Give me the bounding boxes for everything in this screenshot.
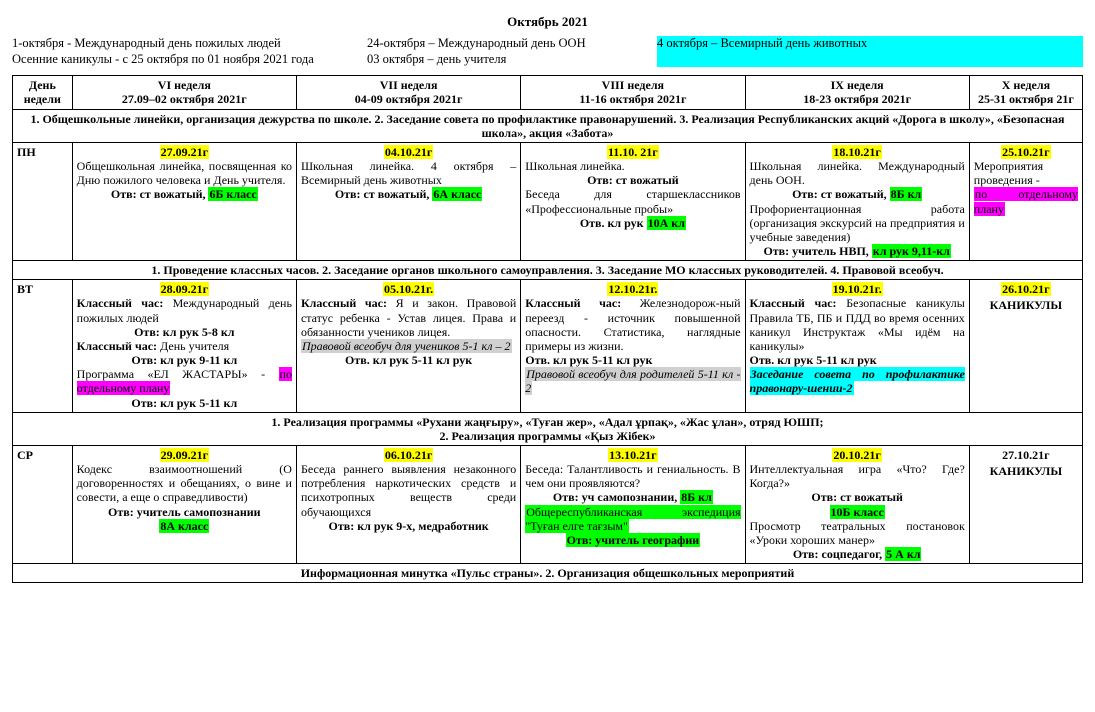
week-dates: 27.09–02 октября 2021г — [121, 92, 247, 107]
cell-responsible-class: 8А класс — [160, 518, 209, 533]
cell-responsible: Отв: учитель самопознании — [108, 504, 261, 519]
header-week-9 — [745, 76, 969, 109]
cell-note-highlight: Общереспубликанская экспедиция "Туған елге тағзым" — [525, 504, 741, 533]
cell-sr-w7 — [296, 446, 520, 564]
cell-vt-w6 — [72, 280, 296, 412]
cell-date: 27.09.21г — [160, 144, 209, 159]
cell-body-2: Беседа для старшеклассников «Профессиональные пробы» — [525, 187, 741, 216]
cell-body: Я и закон. Правовой статус ребенка - Устав лицея. Права и обязанности учеников лицея. — [300, 296, 517, 339]
cell-responsible-2: Отв: учитель НВП, — [763, 243, 869, 258]
cell-note-highlight-2: Отв: учитель географии — [566, 532, 700, 547]
band-row-1 — [13, 109, 1083, 142]
cell-body: Беседа раннего выявления незаконного потребления наркотических средств и психотропных веществ среди обучающихся — [300, 462, 517, 519]
header-week-6 — [72, 76, 296, 109]
cell-vt-w7 — [296, 280, 520, 412]
week-dates: 11-16 октября 2021г — [579, 92, 687, 107]
cell-date: 27.10.21г — [1002, 448, 1050, 462]
cell-label: Классный час: — [300, 296, 387, 311]
band-row-4 — [13, 564, 1083, 583]
cell-responsible-class-2: кл рук 9,11-кл — [872, 243, 950, 258]
cell-responsible: Отв: ст вожатый — [811, 490, 903, 505]
page-title: Октябрь 2021 — [507, 14, 588, 29]
week-title: VII неделя — [379, 78, 438, 93]
cell-responsible-class: 6Б класс — [209, 187, 257, 202]
week-dates: 18-23 октября 2021г — [803, 92, 912, 107]
table-header-row — [13, 76, 1083, 109]
cell-responsible: Отв: ст вожатый, — [110, 187, 206, 202]
cell-responsible-2: Отв: соцпедагог, — [792, 547, 883, 562]
week-title: X неделя — [1001, 78, 1051, 93]
cell-sr-w10 — [969, 446, 1082, 564]
cell-responsible: Отв: ст вожатый, — [334, 187, 430, 202]
band-text-3-line1: 1. Реализация программы «Рухани жаңғыру», «Туған жер», «Адал ұрпақ», «Жас ұлан», отряд ЮШП; — [271, 414, 824, 429]
cell-vt-w9 — [745, 280, 969, 412]
cell-body: Железнодорож-ный переезд - источник повышенной опасности. Статистика, наглядные примеры из жизни. — [525, 296, 741, 353]
cell-responsible-3: Отв: кл рук 5-11 кл — [131, 395, 238, 410]
cell-responsible-class: 10Б класс — [830, 504, 884, 519]
cell-date: 28.09.21г — [160, 282, 209, 297]
cell-responsible-2: Отв: кл рук 9-11 кл — [131, 353, 238, 368]
cell-pn-w10 — [969, 142, 1082, 260]
cell-responsible-class: 10А кл — [647, 215, 685, 230]
cell-sr-w9 — [745, 446, 969, 564]
cell-body-2: День учителя — [157, 338, 230, 353]
day-label-pn: ПН — [13, 142, 73, 260]
header-note-3: 4 октября – Всемирный день животных — [657, 36, 1083, 52]
week-title: VIII неделя — [601, 78, 665, 93]
cell-note-highlight: по отдельному плану — [76, 367, 292, 396]
cell-responsible: Отв. кл рук 5-11 кл рук — [525, 353, 653, 368]
cell-body: Школьная линейка. Международный день ООН. — [749, 159, 965, 188]
header-week-8 — [521, 76, 745, 109]
week-title: VI неделя — [157, 78, 211, 93]
cell-vt-w8 — [521, 280, 745, 412]
cell-body: Беседа: Талантливость и гениальность. В чем они проявляются? — [525, 462, 741, 491]
cell-note-highlight: Правовой всеобуч для родителей 5-11 кл - 2 — [525, 367, 741, 396]
cell-responsible-2: Отв. кл рук — [579, 215, 644, 230]
cell-body: КАНИКУЛЫ — [989, 298, 1063, 313]
header-notes — [12, 36, 1083, 67]
cell-responsible-class-2: 5 А кл — [886, 547, 921, 562]
cell-sr-w8 — [521, 446, 745, 564]
cell-body-3: Программа «ЕЛ ЖАСТАРЫ» - — [76, 367, 266, 382]
cell-vt-w10 — [969, 280, 1082, 412]
cell-body-2: Профориентационная работа (организация экскурсий на предприятия и учебные заведения) — [749, 201, 965, 244]
cell-responsible: Отв: кл рук 5-8 кл — [134, 324, 235, 339]
band-text-2: 1. Проведение классных часов. 2. Заседание органов школьного самоуправления. 3. Заседание МО классных руководителей. 4. Правовой всеобуч. — [13, 261, 1083, 280]
cell-body-2: Просмотр театральных постановок «Уроки хороших манер» — [749, 518, 965, 547]
band-row-2 — [13, 261, 1083, 280]
cell-responsible: Отв: уч самопознании, — [552, 490, 678, 505]
cell-sr-w6 — [72, 446, 296, 564]
cell-body: Международный день пожилых людей — [76, 296, 292, 325]
cell-responsible: Отв: кл рук 9-х, медработник — [328, 518, 489, 533]
cell-date: 18.10.21г — [833, 144, 881, 159]
band-text-1: 1. Общешкольные линейки, организация дежурства по школе. 2. Заседание совета по профилактике правонарушений. 3. Реализация Республиканских акций «Дорога в школу», «Безопасная школа», акция «Забота» — [13, 109, 1083, 142]
header-day: День недели — [13, 76, 73, 109]
cell-responsible-class: 8Б кл — [681, 490, 712, 505]
cell-date: 11.10. 21г — [607, 144, 658, 159]
band-text-3 — [13, 412, 1083, 445]
cell-responsible-class: 6А класс — [433, 187, 482, 202]
header-note-5: 03 октября – день учителя — [367, 51, 507, 66]
cell-date: 06.10.21г — [384, 448, 433, 462]
cell-note-highlight: по отдельному плану — [973, 187, 1078, 216]
cell-body: КАНИКУЛЫ — [989, 464, 1063, 479]
header-note-4: Осенние каникулы - с 25 октября по 01 ноября 2021 года — [12, 51, 314, 66]
cell-body: Кодекс взаимоотношений (О договоренностях и обещаниях, о вине и совести, а еще о справедливости) — [76, 462, 292, 505]
cell-label: Классный час: — [749, 296, 837, 311]
band-text-3-line2: 2. Реализация программы «Қыз Жібек» — [439, 428, 656, 443]
header-week-10 — [969, 76, 1082, 109]
cell-date: 04.10.21г — [384, 144, 433, 159]
cell-responsible: Отв: ст вожатый — [587, 173, 679, 188]
table-row-wednesday — [13, 446, 1083, 564]
cell-date: 29.09.21г — [160, 448, 209, 462]
cell-body: Безопасные каникулы Правила ТБ, ПБ и ПДД во время осенних каникул Инструктаж «Мы идём на каникулы» — [749, 296, 965, 353]
header-note-1: 1-октября - Международный день пожилых людей — [12, 36, 281, 50]
cell-label-2: Классный час: — [76, 338, 158, 353]
cell-note-highlight: Заседание совета по профилактике правонару-шении-2 — [749, 367, 965, 396]
band-row-3 — [13, 412, 1083, 445]
cell-responsible: Отв: ст вожатый, — [792, 187, 887, 202]
cell-date: 26.10.21г — [1002, 282, 1050, 297]
week-dates: 25-31 октября 21г — [978, 92, 1074, 107]
cell-label: Классный час: — [76, 296, 164, 311]
header-note-2: 24-октября – Международный день ООН — [367, 36, 586, 50]
day-label-vt: ВТ — [13, 280, 73, 412]
day-label-sr: СР — [13, 446, 73, 564]
cell-note-highlight: Правовой всеобуч для учеников 5-1 кл – 2 — [301, 338, 511, 353]
cell-body: Общешкольная линейка, посвященная ко Дню пожилого человека и День учителя. — [76, 159, 292, 188]
cell-date: 19.10.21г. — [832, 282, 882, 297]
band-text-4: Информационная минутка «Пульс страны». 2. Организация общешкольных мероприятий — [13, 564, 1083, 583]
table-row-tuesday — [13, 280, 1083, 412]
cell-body: Школьная линейка. — [525, 159, 625, 174]
cell-responsible: Отв. кл рук 5-11 кл рук — [749, 353, 877, 368]
cell-date: 13.10.21г — [609, 448, 657, 462]
cell-body: Школьная линейка. 4 октября – Всемирный день животных — [300, 159, 517, 188]
cell-responsible-class: 8Б кл — [890, 187, 922, 202]
cell-pn-w9 — [745, 142, 969, 260]
cell-label: Классный час: — [525, 296, 622, 311]
cell-responsible: Отв. кл рук 5-11 кл рук — [344, 353, 473, 368]
cell-pn-w6 — [72, 142, 296, 260]
header-week-7 — [296, 76, 520, 109]
table-row-monday — [13, 142, 1083, 260]
cell-date: 12.10.21г. — [608, 282, 658, 297]
schedule-table — [12, 75, 1083, 583]
cell-body: Интеллектуальная игра «Что? Где? Когда?» — [749, 462, 965, 491]
cell-date: 25.10.21г — [1002, 144, 1050, 159]
cell-pn-w8 — [521, 142, 745, 260]
week-dates: 04-09 октября 2021г — [354, 92, 463, 107]
cell-date: 20.10.21г — [833, 448, 881, 462]
cell-date: 05.10.21г. — [384, 282, 434, 297]
week-title: IX неделя — [830, 78, 884, 93]
cell-pn-w7 — [296, 142, 520, 260]
cell-body: Мероприятия проведения - — [973, 159, 1044, 188]
